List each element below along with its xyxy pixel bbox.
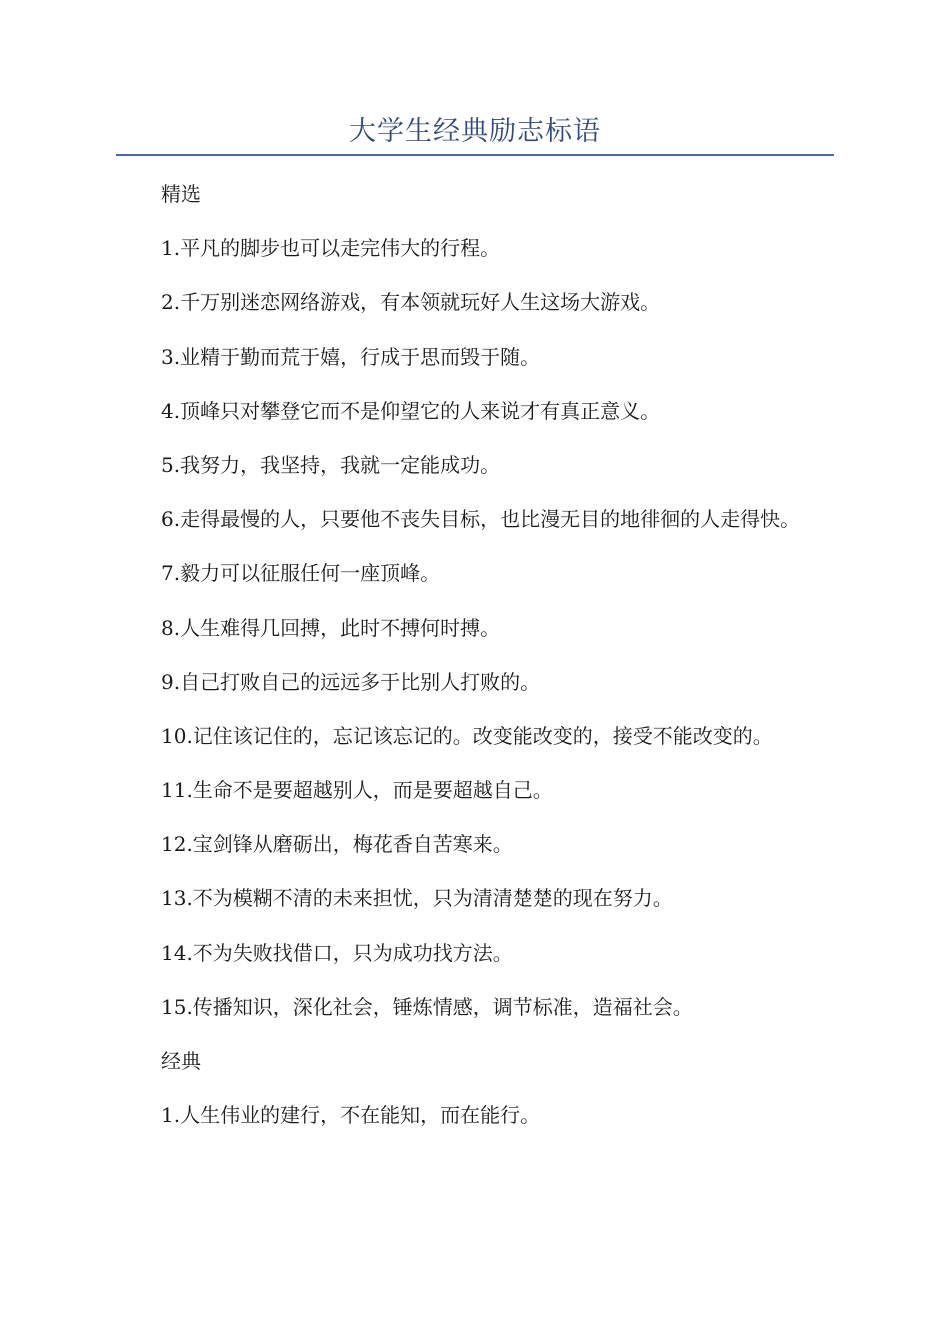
list-item: 4.顶峰只对攀登它而不是仰望它的人来说才有真正意义。 <box>161 398 661 423</box>
document-body <box>116 176 834 1151</box>
list-item: 3.业精于勤而荒于嬉，行成于思而毁于随。 <box>161 344 541 369</box>
list-item: 15.传播知识，深化社会，锤炼情感，调节标准，造福社会。 <box>161 994 693 1019</box>
list-item: 9.自己打败自己的远远多于比别人打败的。 <box>161 669 541 694</box>
list-item: 8.人生难得几回搏，此时不搏何时搏。 <box>161 615 501 640</box>
list-item: 7.毅力可以征服任何一座顶峰。 <box>161 561 441 586</box>
list-item: 12.宝剑锋从磨砺出，梅花香自苦寒来。 <box>161 832 513 857</box>
list-item: 13.不为模糊不清的未来担忧，只为清清楚楚的现在努力。 <box>161 886 673 911</box>
title-underline <box>116 154 834 156</box>
list-item: 6.走得最慢的人，只要他不丧失目标，也比漫无目的地徘徊的人走得快。 <box>161 507 801 532</box>
list-item: 11.生命不是要超越别人，而是要超越自己。 <box>161 778 553 803</box>
list-item: 5.我努力，我坚持，我就一定能成功。 <box>161 452 501 477</box>
list-item: 10.记住该记住的，忘记该忘记的。改变能改变的，接受不能改变的。 <box>161 723 773 748</box>
section-heading: 精选 <box>161 182 201 206</box>
list-item: 1.平凡的脚步也可以走完伟大的行程。 <box>161 236 501 261</box>
list-item: 2.千万别迷恋网络游戏，有本领就玩好人生这场大游戏。 <box>161 290 661 315</box>
list-item: 1.人生伟业的建行，不在能知，而在能行。 <box>161 1103 541 1128</box>
list-item: 14.不为失败找借口，只为成功找方法。 <box>161 940 513 965</box>
document-title: 大学生经典励志标语 <box>349 116 601 147</box>
section-heading: 经典 <box>161 1049 201 1073</box>
